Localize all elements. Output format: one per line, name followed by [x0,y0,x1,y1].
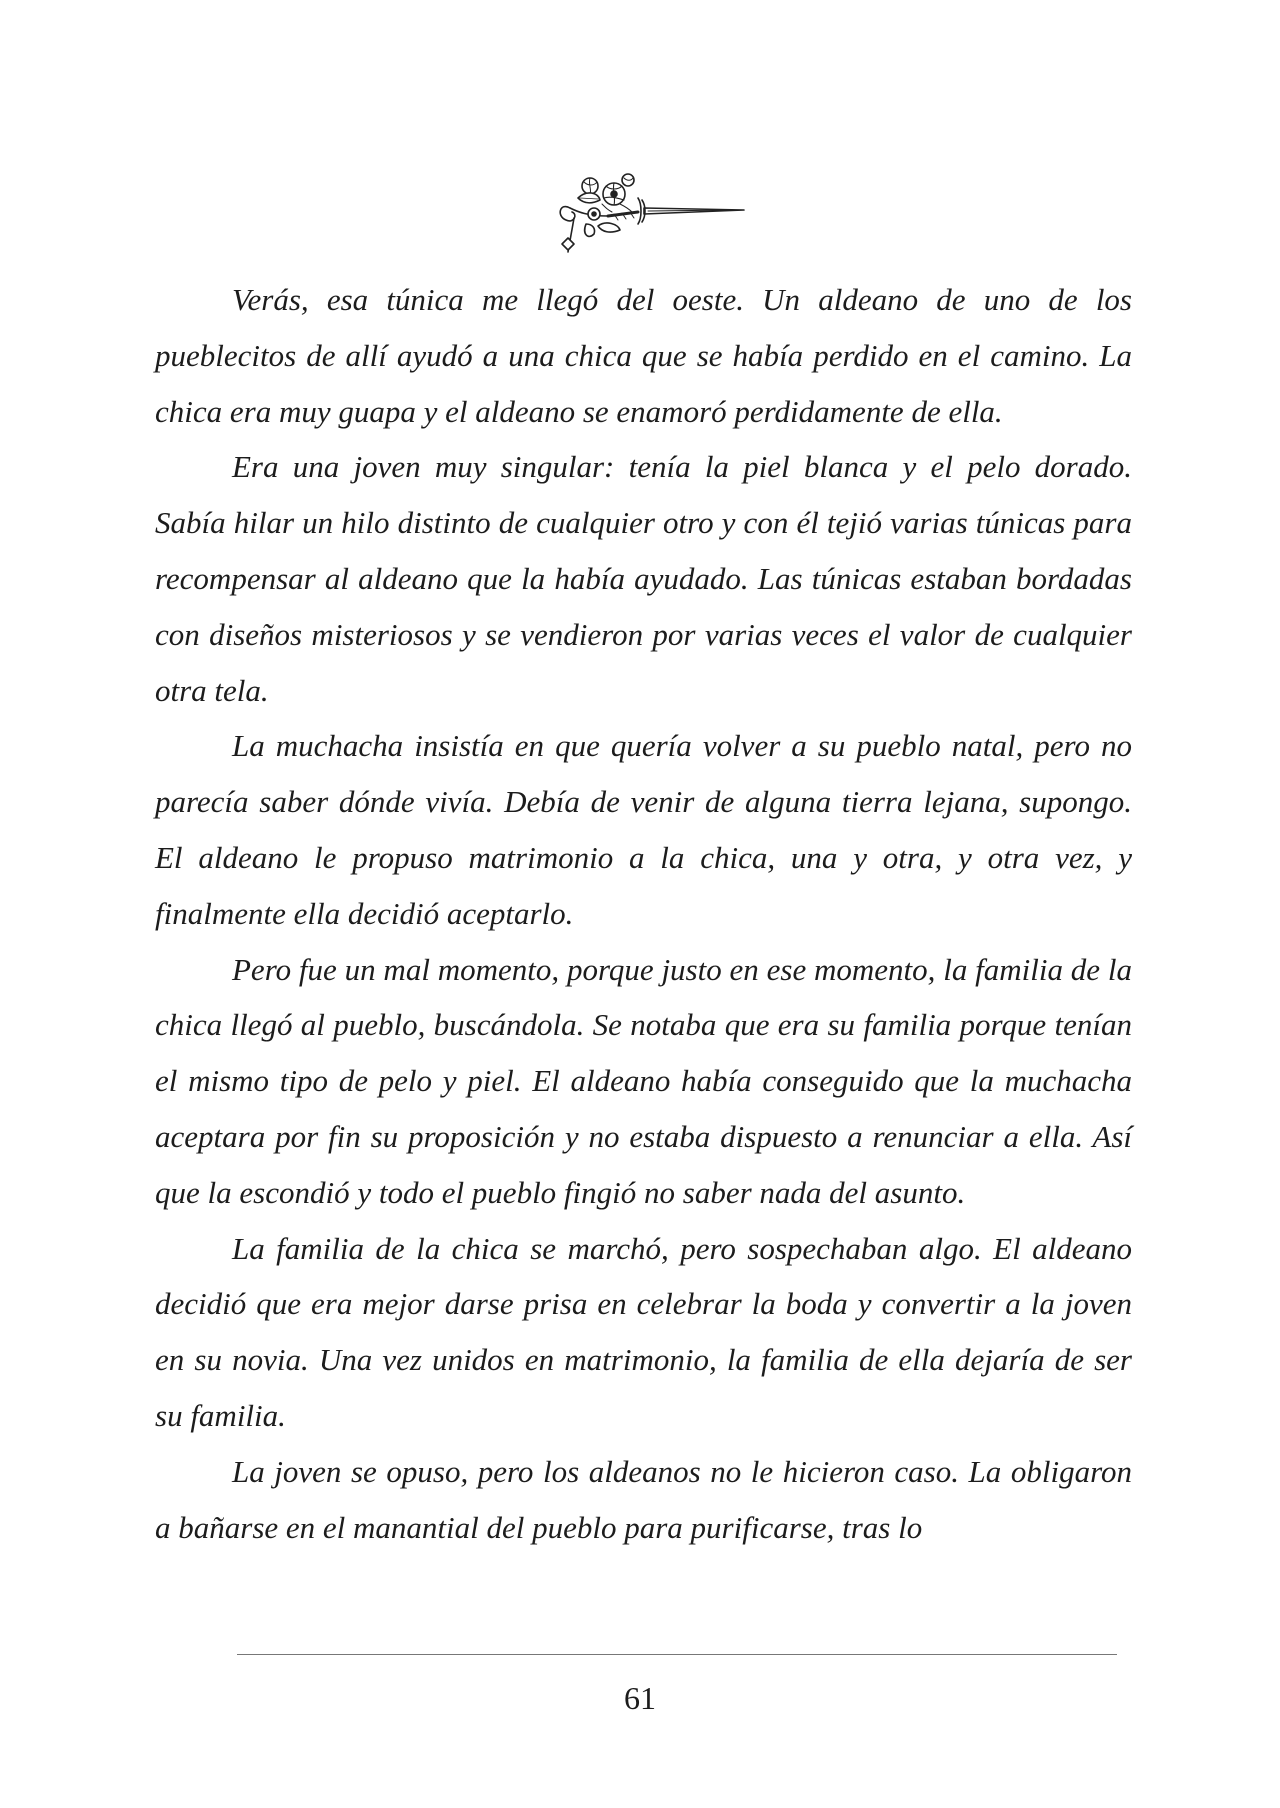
paragraph: La familia de la chica se marchó, pero sospechaban algo. El aldeano decidió que era mejor darse prisa en celebrar la boda y convertir a la joven en su novia. Una vez unidos en matrimonio, la familia de ella dejaría de ser su familia. [155,1230,1132,1433]
footer-divider [237,1654,1117,1655]
paragraph: Verás, esa túnica me llegó del oeste. Un aldeano de uno de los pueblecitos de allí ayudó a una chica que se había perdido en el camino. La chica era muy guapa y el aldeano se enamoró perdidamente de ella. [155,282,1132,429]
floral-dagger-ornament-icon [548,168,748,258]
body-text [155,272,1132,1555]
paragraph: Era una joven muy singular: tenía la piel blanca y el pelo dorado. Sabía hilar un hilo distinto de cualquier otro y con él tejió varias túnicas para recompensar al aldeano que la había ayudado. Las túnicas estaban bordadas con diseños misteriosos y se vendieron por varias veces el valor de cualquier otra tela. [155,449,1132,708]
paragraph: La joven se opuso, pero los aldeanos no le hicieron caso. La obligaron a bañarse en el manantial del pueblo para purificarse, tras lo [155,1453,1132,1545]
page-number: 61 [624,1680,656,1716]
paragraph: La muchacha insistía en que quería volver a su pueblo natal, pero no parecía saber dónde vivía. Debía de venir de alguna tierra lejana, supongo. El aldeano le propuso matrimonio a la chica, una y otra, y otra vez, y finalmente ella decidió aceptarlo. [155,728,1132,931]
paragraph: Pero fue un mal momento, porque justo en ese momento, la familia de la chica llegó al pueblo, buscándola. Se notaba que era su familia porque tenían el mismo tipo de pelo y piel. El aldeano había conseguido que la muchacha aceptara por fin su proposición y no estaba dispuesto a renunciar a ella. Así que la escondió y todo el pueblo fingió no saber nada del asunto. [155,951,1132,1210]
